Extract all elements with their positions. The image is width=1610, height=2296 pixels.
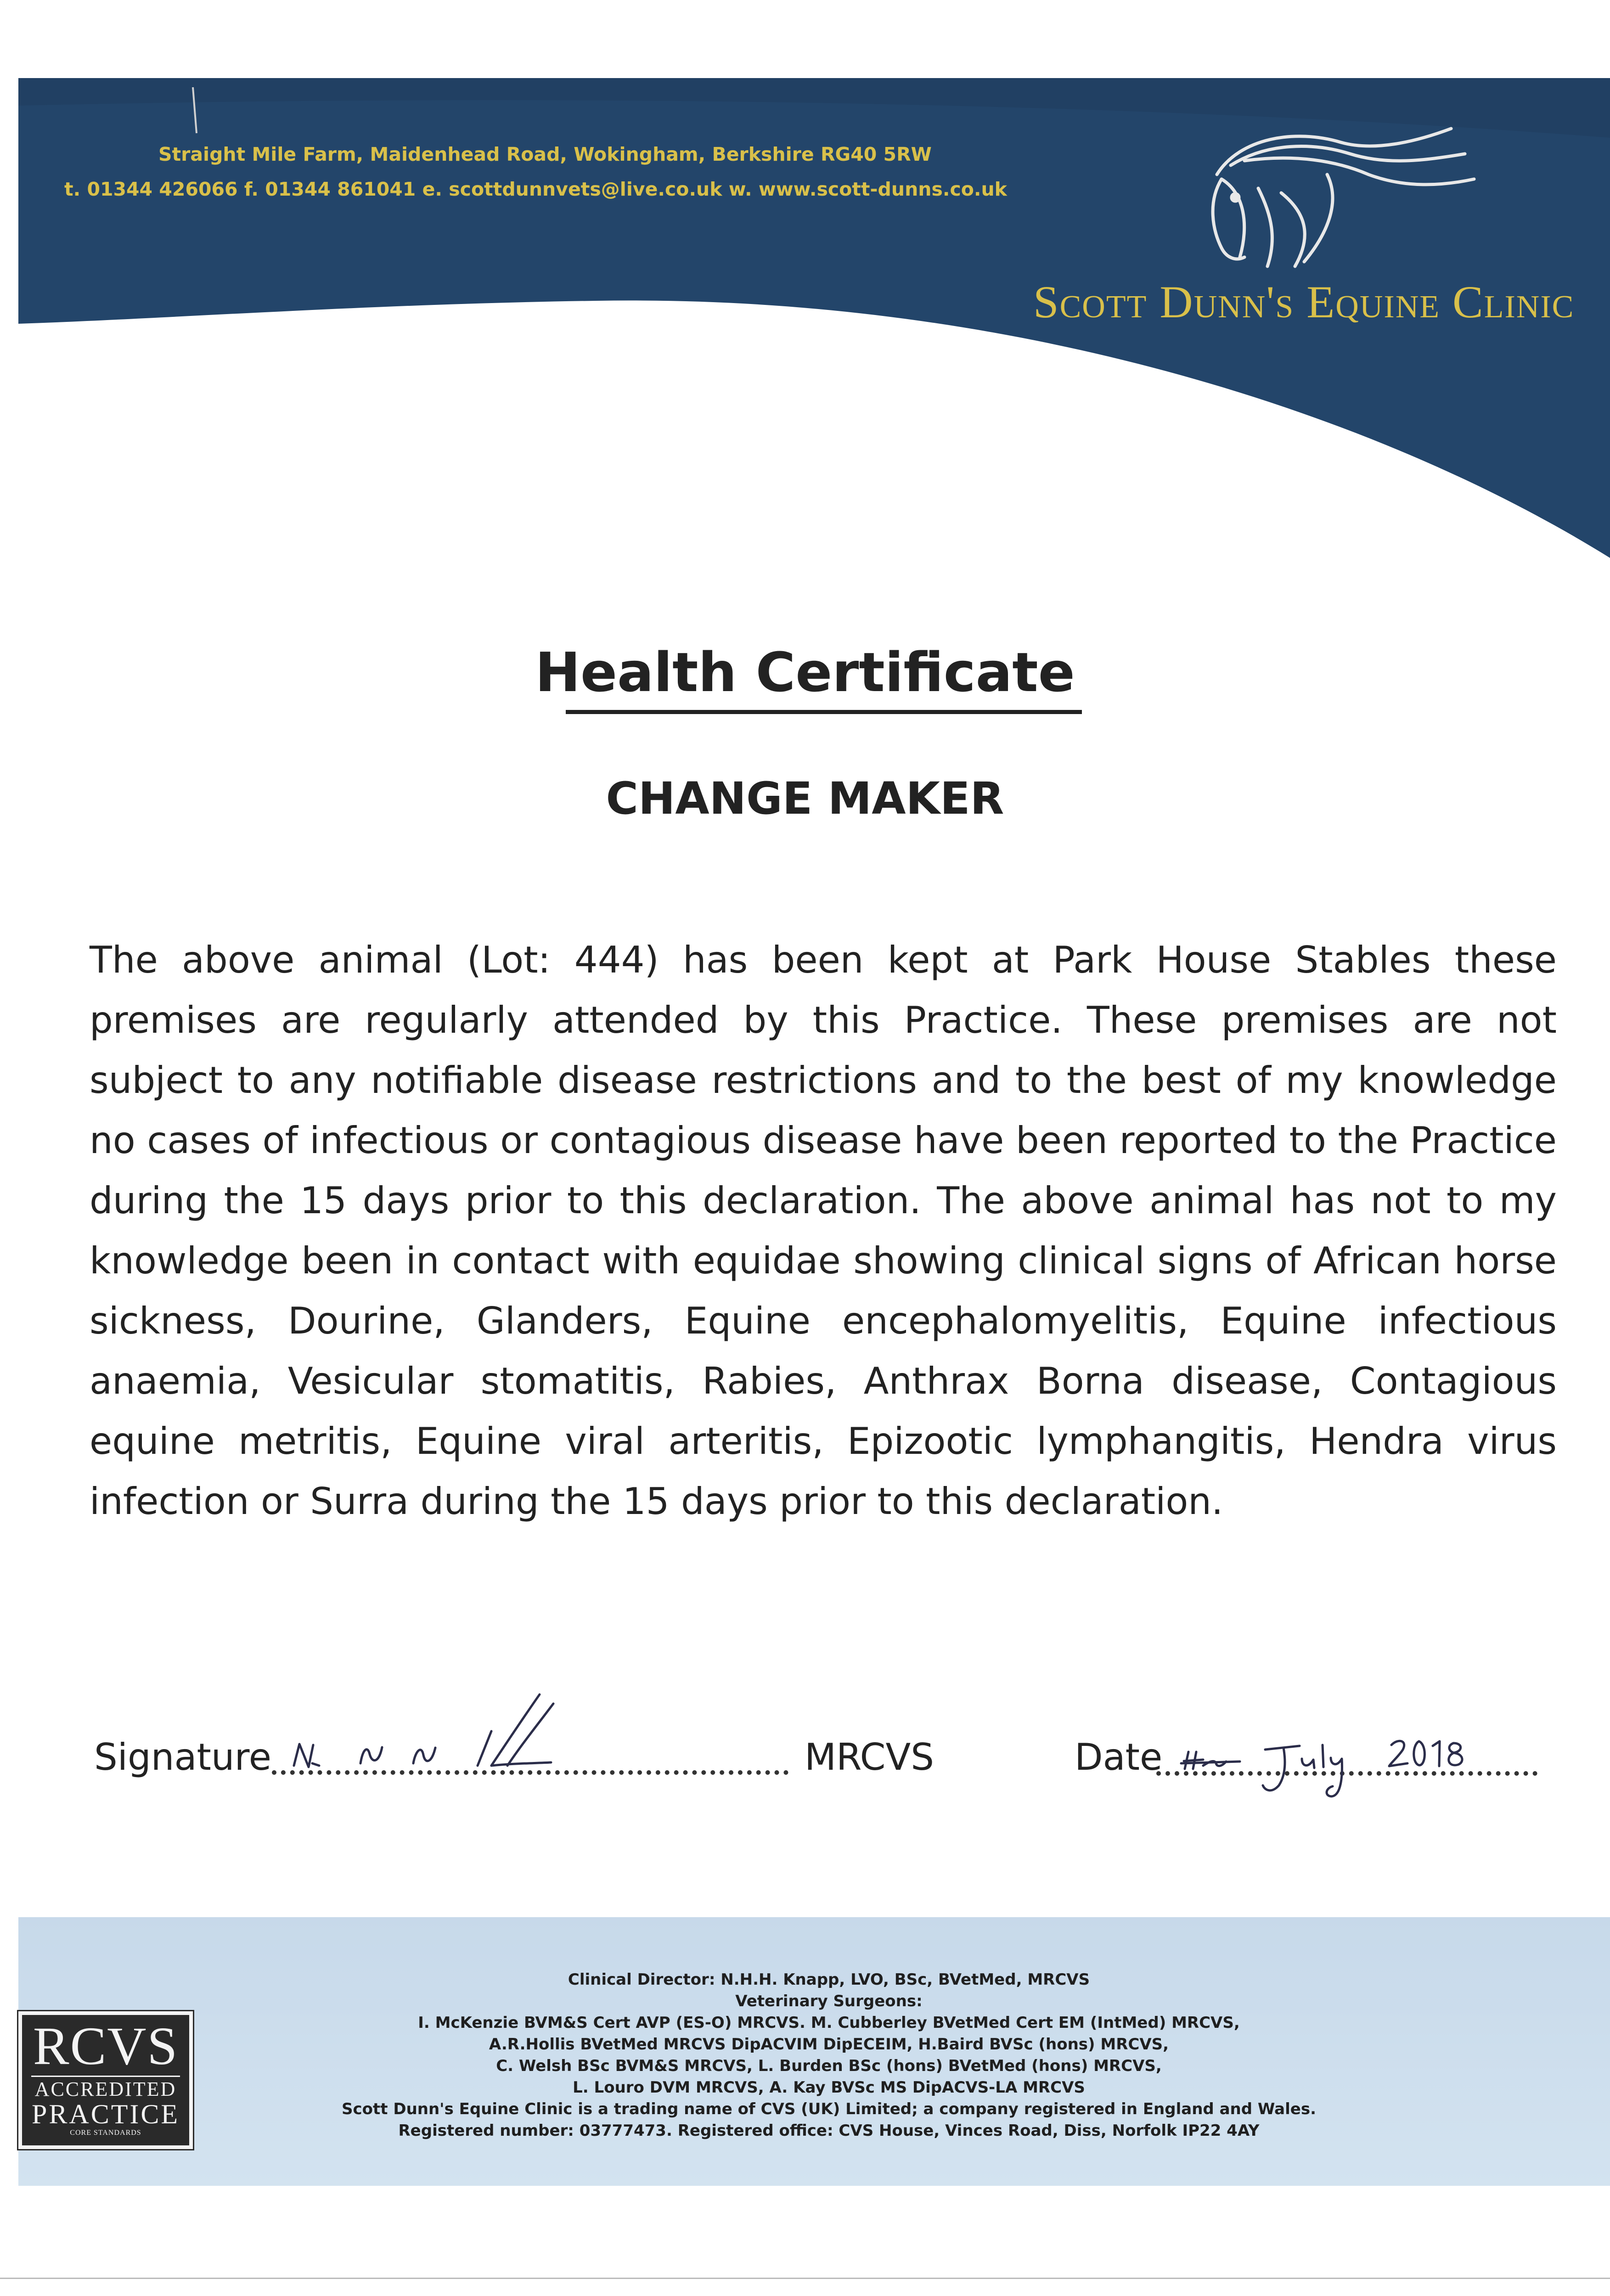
title-underline <box>566 710 1082 714</box>
certificate-title: Health Certificate <box>535 641 1075 704</box>
page-bottom-rule <box>0 2278 1610 2279</box>
header-address: Straight Mile Farm, Maidenhead Road, Wokingham, Berkshire RG40 5RW <box>158 143 932 165</box>
horse-name: CHANGE MAKER <box>606 773 1004 824</box>
handwritten-signature <box>276 1690 689 1795</box>
footer-line: I. McKenzie BVM&S Cert AVP (ES-O) MRCVS. M. Cubberley BVetMed Cert EM (IntMed) MRCVS, <box>418 2014 1240 2032</box>
footer-line: Registered number: 03777473. Registered office: CVS House, Vinces Road, Diss, Norfolk IP22 4AY <box>398 2122 1260 2140</box>
signature-suffix: MRCVS <box>805 1736 934 1778</box>
footer-line: A.R.Hollis BVetMed MRCVS DipACVIM DipECEIM, H.Baird BVSc (hons) MRCVS, <box>489 2035 1169 2054</box>
horse-head-icon <box>1176 110 1488 276</box>
footer-line: Scott Dunn's Equine Clinic is a trading name of CVS (UK) Limited; a company registered in England and Wales. <box>342 2100 1316 2118</box>
handwritten-date <box>1176 1717 1543 1823</box>
footer-staff-list <box>193 1969 1465 2142</box>
declaration-text: The above animal (Lot: 444) has been kept at Park House Stables these premises are regularly attended by this Practice. These premises are not subject to any notifiable disease restrictions and to the best of my knowledge no cases of infectious or contagious disease have been reported to the Practice during the 15 days prior to this declaration. The above animal has not to my knowledge been in contact with equidae showing clinical signs of African horse sickness, Dourine, Glanders, Equine encephalomyelitis, Equine infectious anaemia, Vesicular stomatitis, Rabies, Anthrax Borna disease, Contagious equine metritis, Equine viral arteritis, Epizootic lymphangitis, Hendra virus infection or Surra during the 15 days prior to this declaration. <box>90 939 1557 1523</box>
footer-line: Veterinary Surgeons: <box>735 1992 923 2010</box>
rcvs-logo-accredited: ACCREDITED <box>31 2076 180 2100</box>
footer-line: L. Louro DVM MRCVS, A. Kay BVSc MS DipACVS-LA MRCVS <box>573 2078 1085 2097</box>
rcvs-logo-core-standards: CORE STANDARDS <box>70 2129 141 2137</box>
header-contact: t. 01344 426066 f. 01344 861041 e. scottdunnvets@live.co.uk w. www.scott-dunns.co.uk <box>64 178 1007 200</box>
rcvs-logo-text: RCVS <box>33 2016 179 2076</box>
footer-line: Clinical Director: N.H.H. Knapp, LVO, BSc, BVetMed, MRCVS <box>568 1970 1090 1989</box>
clinic-name: Scott Dunn's Equine Clinic <box>1033 276 1575 327</box>
signature-label: Signature <box>94 1736 271 1778</box>
footer-line: C. Welsh BSc BVM&S MRCVS, L. Burden BSc (hons) BVetMed (hons) MRCVS, <box>496 2057 1162 2075</box>
date-label: Date <box>1075 1736 1163 1778</box>
rcvs-accredited-logo <box>18 2011 193 2149</box>
rcvs-logo-practice: PRACTICE <box>31 2099 180 2129</box>
